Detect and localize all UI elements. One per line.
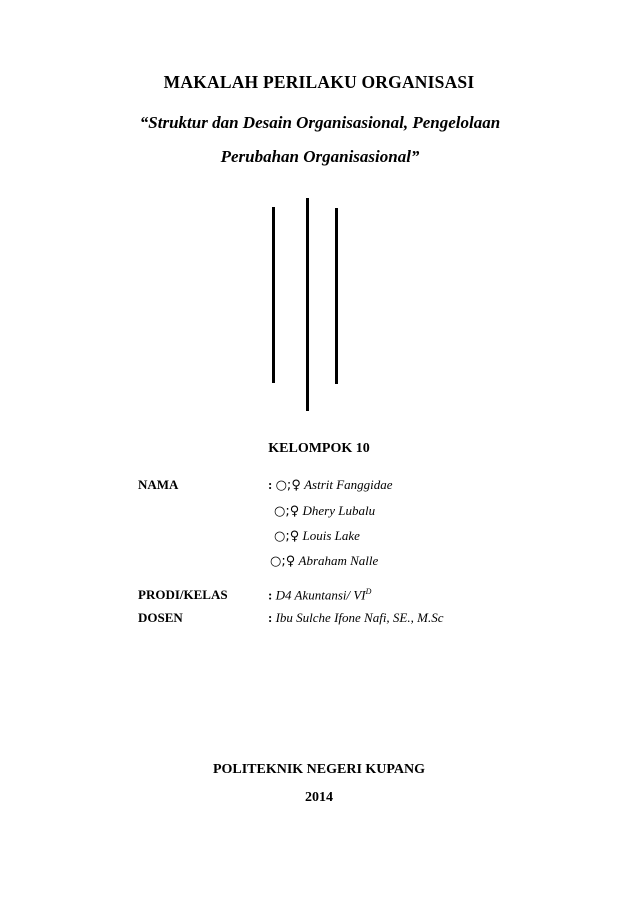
member-symbol-icon: ○;♀ <box>275 478 301 493</box>
decorative-line-center <box>306 198 309 411</box>
institution-name: POLITEKNIK NEGERI KUPANG <box>212 762 426 777</box>
document-subtitle-line1: “Struktur dan Desain Organisasional, Pengelolaan <box>139 113 501 132</box>
prodi-label: PRODI/KELAS <box>138 587 228 602</box>
prodi-value-row <box>268 587 371 603</box>
member-symbol-icon: ○;♀ <box>274 529 300 544</box>
document-title: MAKALAH PERILAKU ORGANISASI <box>163 72 475 92</box>
prodi-class-sup: D <box>365 587 372 596</box>
colon-separator: : <box>268 477 273 492</box>
member-name: Dhery Lubalu <box>302 503 376 518</box>
member-row-3 <box>274 528 360 544</box>
year: 2014 <box>305 790 333 805</box>
member-row-4 <box>270 553 378 569</box>
dosen-value: Ibu Sulche Ifone Nafi, SE., M.Sc <box>275 610 444 625</box>
member-row-2 <box>274 503 375 519</box>
decorative-line-right <box>335 208 338 384</box>
member-symbol-icon: ○;♀ <box>270 554 296 569</box>
decorative-line-left <box>272 207 275 383</box>
member-name: Louis Lake <box>302 528 360 543</box>
colon-separator: : <box>268 587 273 603</box>
member-name: Astrit Fanggidae <box>304 477 393 492</box>
member-row-1 <box>268 477 393 493</box>
member-symbol-icon: ○;♀ <box>274 504 300 519</box>
document-subtitle-line2: Perubahan Organisasional” <box>220 147 420 166</box>
nama-label: NAMA <box>138 477 179 492</box>
group-label: KELOMPOK 10 <box>268 441 370 456</box>
member-name: Abraham Nalle <box>298 553 379 568</box>
colon-separator: : <box>268 610 273 625</box>
prodi-value: D4 Akuntansi/ VI <box>275 587 366 603</box>
dosen-value-row <box>268 610 443 626</box>
dosen-label: DOSEN <box>138 610 183 625</box>
